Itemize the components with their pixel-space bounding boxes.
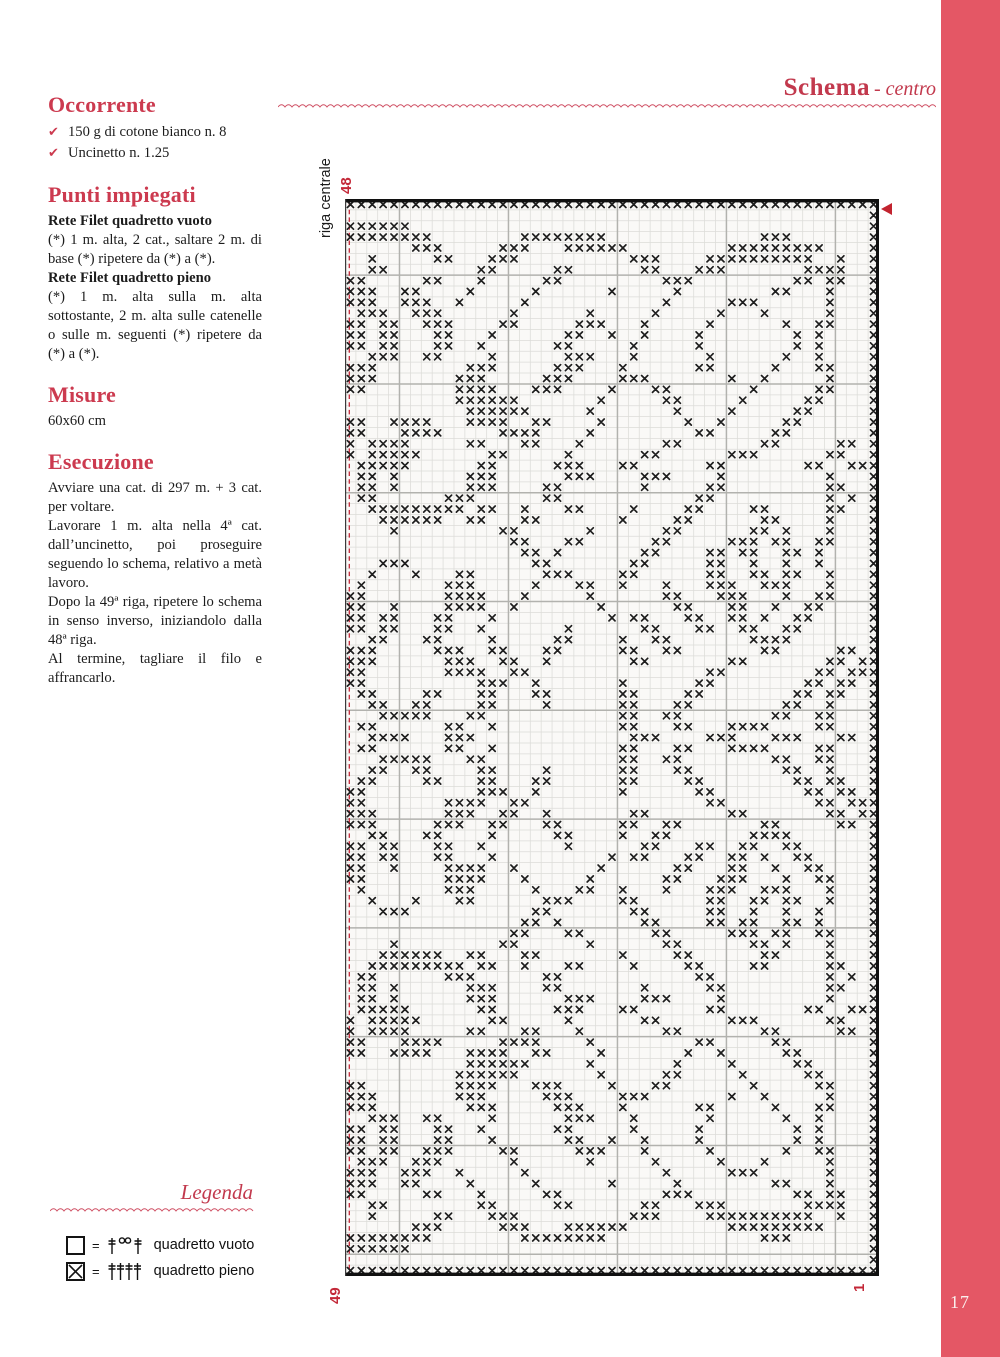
- stitch-instructions: (*) 1 m. alta sulla m. alta sottostante, 2 m. alta sulle catenelle o sulle m. seguenti (*) ripetere da (*) a (*).: [48, 289, 262, 362]
- page-edge-bar: [941, 0, 1000, 1357]
- materials-list: [48, 122, 262, 164]
- section-heading: Misure: [48, 382, 117, 407]
- section-heading: Esecuzione: [48, 449, 154, 474]
- header-subtitle: - centro: [873, 78, 936, 100]
- section-misure: [48, 382, 262, 431]
- legend: [50, 1180, 255, 1284]
- row-49-label: 49: [327, 1287, 344, 1304]
- list-item: ✔ Uncinetto n. 1.25: [48, 143, 262, 164]
- legend-item-vuoto: = quadretto vuoto: [66, 1232, 255, 1258]
- legend-item-pieno: = quadretto pieno: [66, 1258, 255, 1284]
- schema-grid-svg: [345, 199, 879, 1276]
- header-title: Schema: [783, 74, 870, 101]
- crochet-vuoto-symbol-icon: [107, 1233, 143, 1257]
- legend-wavy-rule: [50, 1206, 255, 1214]
- instruction-paragraph: Lavorare 1 m. alta nella 4ª cat. dall’uncinetto, poi proseguire seguendo lo schema, relativo a metà lavoro.: [48, 518, 262, 591]
- stitch-name: Rete Filet quadretto vuoto: [48, 213, 212, 229]
- checkmark-icon: ✔: [48, 125, 59, 140]
- checkmark-icon: ✔: [48, 146, 59, 161]
- start-arrow-icon: [881, 203, 892, 215]
- row-1-label: 1: [851, 1283, 868, 1292]
- crossed-square-icon: [66, 1262, 85, 1281]
- stitch-instructions: (*) 1 m. alta, 2 cat., saltare 2 m. di base (*) ripetere da (*) a (*).: [48, 232, 262, 267]
- section-punti-impiegati: [48, 182, 262, 364]
- section-heading: Occorrente: [48, 92, 156, 117]
- section-occorrente: [48, 92, 262, 164]
- page-number: 17: [950, 1292, 970, 1312]
- instruction-paragraph: Dopo la 49ª riga, ripetere lo schema in senso inverso, iniziandolo dalla 48ª riga.: [48, 594, 262, 648]
- filet-schema-chart: [345, 199, 879, 1281]
- row-48-label: 48: [338, 177, 355, 194]
- size-value: 60x60 cm: [48, 413, 106, 429]
- list-item: ✔ 150 g di cotone bianco n. 8: [48, 122, 262, 143]
- header-wavy-rule: [278, 102, 936, 110]
- article-column: [48, 92, 262, 706]
- empty-square-icon: [66, 1236, 85, 1255]
- stitch-name: Rete Filet quadretto pieno: [48, 270, 212, 286]
- legend-heading: Legenda: [180, 1180, 253, 1204]
- section-esecuzione: [48, 449, 262, 688]
- crochet-pieno-symbol-icon: [107, 1259, 143, 1283]
- instruction-paragraph: Avviare una cat. di 297 m. + 3 cat. per voltare.: [48, 480, 262, 515]
- section-heading: Punti impiegati: [48, 182, 196, 207]
- page-header: [278, 74, 936, 110]
- instruction-paragraph: Al termine, tagliare il filo e affrancarlo.: [48, 651, 262, 686]
- riga-centrale-label: riga centrale: [318, 158, 334, 238]
